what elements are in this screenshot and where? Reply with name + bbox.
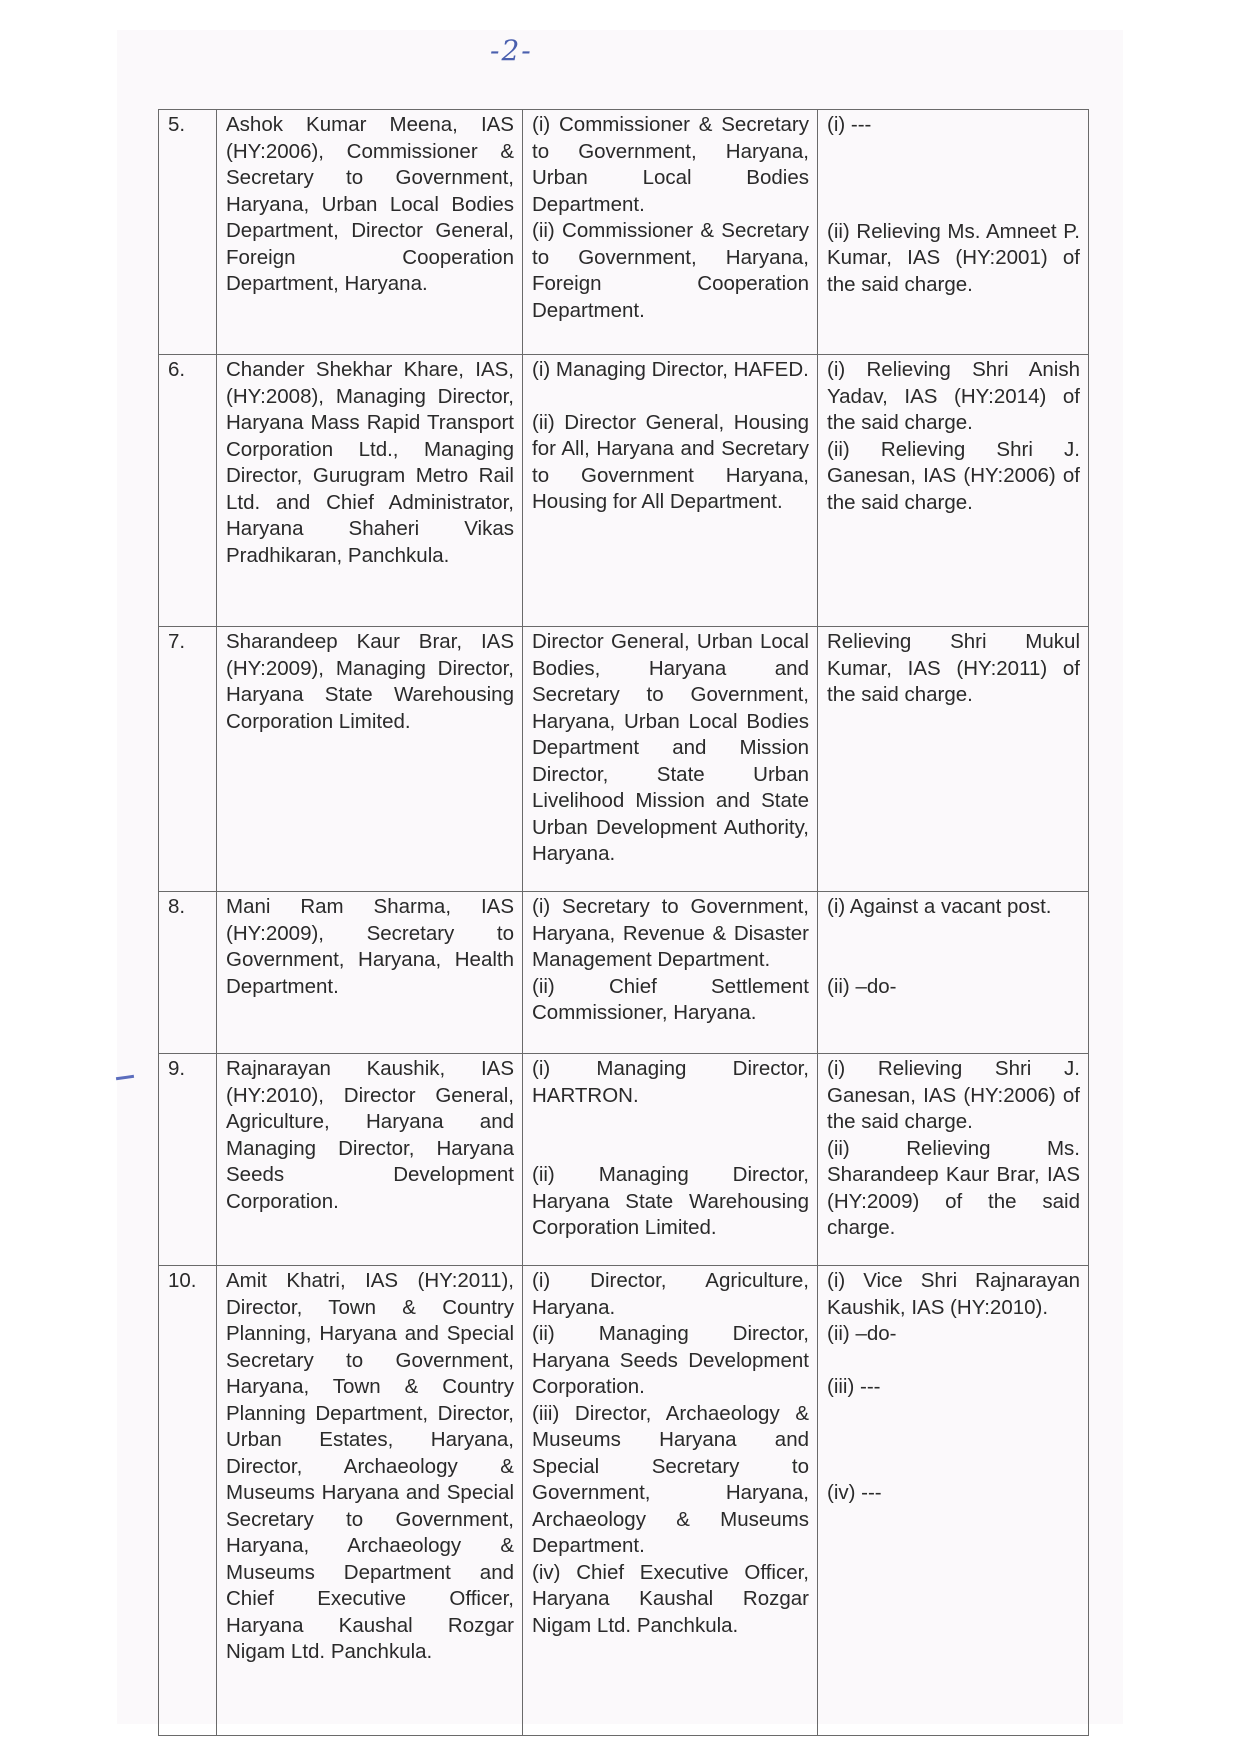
posting-item: (i) Commissioner & Secretary to Government, Haryana, Urban Local Bodies Department. (532, 113, 809, 216)
spacer (827, 139, 1080, 219)
posting-item: (ii) Director General, Housing for All, Haryana and Secretary to Government Haryana, Housing for All Department. (532, 410, 809, 513)
remark-item: (i) Relieving Shri Anish Yadav, IAS (HY:2014) of the said charge. (827, 358, 1080, 434)
remark-item: (ii) –do- (827, 1322, 897, 1345)
serial-number: 9. (159, 1054, 217, 1266)
new-posting (523, 355, 818, 627)
remark-item: Relieving Shri Mukul Kumar, IAS (HY:2011) of the said charge. (827, 630, 1080, 706)
serial-number: 7. (159, 627, 217, 892)
posting-item: (ii) Chief Settlement Commissioner, Haryana. (532, 974, 809, 1024)
table-row (159, 892, 1089, 1054)
officer-details: Rajnarayan Kaushik, IAS (HY:2010), Director General, Agriculture, Haryana and Managing Director, Haryana Seeds Development Corporation. (217, 1054, 523, 1266)
posting-item: (ii) Commissioner & Secretary to Government, Haryana, Foreign Cooperation Department. (532, 219, 809, 322)
new-posting (523, 110, 818, 355)
posting-item: (i) Director, Agriculture, Haryana. (532, 1269, 809, 1319)
officer-details: Mani Ram Sharma, IAS (HY:2009), Secretary to Government, Haryana, Health Department. (217, 892, 523, 1054)
posting-item: (iv) Chief Executive Officer, Haryana Kaushal Rozgar Nigam Ltd. Panchkula. (532, 1560, 809, 1637)
spacer (532, 384, 809, 410)
remarks (818, 110, 1089, 355)
page-number: -2- (490, 34, 533, 67)
serial-number: 5. (159, 110, 217, 355)
new-posting (523, 627, 818, 892)
serial-number: 6. (159, 355, 217, 627)
new-posting (523, 892, 818, 1054)
officer-details: Amit Khatri, IAS (HY:2011), Director, Town & Country Planning, Haryana and Special Secretary to Government, Haryana, Town & Country Planning Department, Director, Urban Estates, Haryana, Director, Archaeology & Museums Haryana and Special Secretary to Government, Haryana, Archaeology & Museums Department and Chief Executive Officer, Haryana Kaushal Rozgar Nigam Ltd. Panchkula. (217, 1266, 523, 1736)
remark-item: (iv) --- (827, 1481, 882, 1504)
serial-number: 8. (159, 892, 217, 1054)
remark-item: (ii) Relieving Ms. Sharandeep Kaur Brar, IAS (HY:2009) of the said charge. (827, 1136, 1080, 1239)
table-row (159, 1266, 1089, 1736)
remark-item: (ii) –do- (827, 974, 897, 998)
spacer (532, 1109, 809, 1162)
table-row (159, 1054, 1089, 1266)
remark-item: (i) Against a vacant post. (827, 895, 1052, 918)
remarks (818, 1054, 1089, 1266)
serial-number: 10. (159, 1266, 217, 1736)
posting-item: (ii) Managing Director, Haryana Seeds Development Corporation. (532, 1322, 809, 1398)
posting-item: (i) Secretary to Government, Haryana, Revenue & Disaster Management Department. (532, 895, 809, 971)
new-posting (523, 1266, 818, 1736)
table-row (159, 355, 1089, 627)
officer-details: Chander Shekhar Khare, IAS, (HY:2008), Managing Director, Haryana Mass Rapid Transport Corporation Ltd., Managing Director, Gurugram Metro Rail Ltd. and Chief Administrator, Haryana Shaheri Vikas Pradhikaran, Panchkula. (217, 355, 523, 627)
officer-details: Sharandeep Kaur Brar, IAS (HY:2009), Managing Director, Haryana State Warehousing Corporation Limited. (217, 627, 523, 892)
remark-item: (ii) Relieving Shri J. Ganesan, IAS (HY:2006) of the said charge. (827, 437, 1080, 514)
table-row (159, 627, 1089, 892)
officer-details: Ashok Kumar Meena, IAS (HY:2006), Commissioner & Secretary to Government, Haryana, Urban Local Bodies Department, Director General, Foreign Cooperation Department, Haryana. (217, 110, 523, 355)
posting-item: (i) Managing Director, HAFED. (532, 358, 809, 381)
table-row (159, 110, 1089, 355)
remark-item: (iii) --- (827, 1374, 881, 1398)
remark-item: (i) --- (827, 113, 872, 136)
new-posting (523, 1054, 818, 1266)
remarks (818, 627, 1089, 892)
remarks (818, 892, 1089, 1054)
spacer (827, 1348, 1080, 1374)
remarks (818, 1266, 1089, 1736)
posting-item: Director General, Urban Local Bodies, Haryana and Secretary to Government, Haryana, Urban Local Bodies Department and Mission Director, State Urban Livelihood Mission and State Urban Development Authority, Haryana. (532, 630, 809, 865)
posting-item: (ii) Managing Director, Haryana State Warehousing Corporation Limited. (532, 1163, 809, 1239)
spacer (827, 1400, 1080, 1480)
spacer (827, 921, 1080, 974)
remark-item: (i) Relieving Shri J. Ganesan, IAS (HY:2006) of the said charge. (827, 1057, 1080, 1133)
remark-item: (ii) Relieving Ms. Amneet P. Kumar, IAS (HY:2001) of the said charge. (827, 219, 1080, 296)
posting-item: (i) Managing Director, HARTRON. (532, 1057, 809, 1107)
remark-item: (i) Vice Shri Rajnarayan Kaushik, IAS (HY:2010). (827, 1269, 1080, 1319)
remarks (818, 355, 1089, 627)
transfer-orders-table (158, 109, 1089, 1736)
posting-item: (iii) Director, Archaeology & Museums Haryana and Special Secretary to Government, Haryana, Archaeology & Museums Department. (532, 1401, 809, 1557)
